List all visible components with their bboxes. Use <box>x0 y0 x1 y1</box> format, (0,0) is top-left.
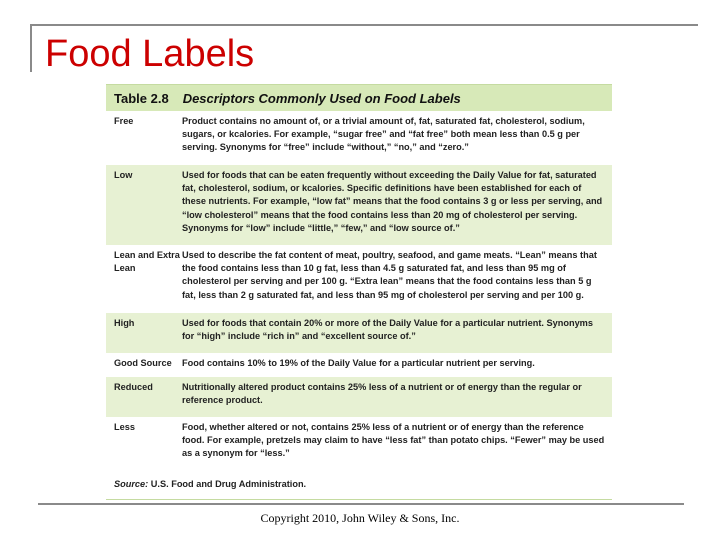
row-term: Lean and Extra Lean <box>114 250 180 274</box>
copyright-notice: Copyright 2010, John Wiley & Sons, Inc. <box>260 511 460 525</box>
table-number: Table 2.8 <box>114 90 169 106</box>
row-description: Nutritionally altered product contains 25% less of a nutrient or of energy than the regular or reference product. <box>182 382 582 406</box>
table-row <box>106 111 612 165</box>
source-label: Source: <box>114 479 149 489</box>
table-row <box>106 353 612 377</box>
descriptor-table <box>106 84 612 500</box>
top-rule <box>30 24 698 26</box>
table-body <box>106 111 612 471</box>
row-description: Food, whether altered or not, contains 25% less of a nutrient or of energy than the reference food. For example, pretzels may claim to have “less fat” than potato chips. “Fewer” may be used as a synonym for “less.” <box>182 422 605 459</box>
row-description: Used to describe the fat content of meat, poultry, seafood, and game meats. “Lean” means that the food contains less than 10 g fat, less than 4.5 g saturated fat, and less than 95 mg of cholesterol per serving and per 100 g. “Extra lean” means that the food contains less than 5 g fat, less than 2 g saturated fat, and less than 95 mg of cholesterol per serving and per 100 g. <box>182 250 597 300</box>
row-term: High <box>114 318 135 328</box>
table-row <box>106 377 612 417</box>
table-source <box>106 471 612 489</box>
table-row <box>106 417 612 471</box>
row-description: Used for foods that contain 20% or more of the Daily Value for a particular nutrient. Synonyms for “high” include “rich in” and “excellent source of.” <box>182 318 593 342</box>
bottom-rule <box>38 503 684 505</box>
row-term: Low <box>114 170 133 180</box>
table-title: Descriptors Commonly Used on Food Labels <box>182 90 461 106</box>
source-text: U.S. Food and Drug Administration. <box>150 479 307 489</box>
table-caption <box>106 85 612 111</box>
row-description: Food contains 10% to 19% of the Daily Value for a particular nutrient per serving. <box>182 358 535 368</box>
table-row <box>106 245 612 313</box>
table-row <box>106 313 612 353</box>
row-term: Reduced <box>114 382 153 392</box>
row-term: Less <box>114 422 135 432</box>
slide-title: Food Labels <box>45 33 255 75</box>
row-term: Good Source <box>114 358 172 368</box>
left-rule <box>30 24 32 72</box>
row-term: Free <box>114 116 134 126</box>
row-description: Product contains no amount of, or a trivial amount of, fat, saturated fat, cholesterol, sodium, sugars, or kcalories. For example, “sugar free” and “fat free” both mean less than 0.5 g per serving. Synonyms for “free” include “without,” “no,” and “zero.” <box>182 116 585 153</box>
row-description: Used for foods that can be eaten frequently without exceeding the Daily Value for fat, saturated fat, cholesterol, sodium, or kcalories. Specific definitions have been established for each of these nutrients. For example, “low fat” means that the food contains 3 g or less per serving, and “low cholesterol” means that the food contains less than 20 mg of cholesterol per serving. Synonyms for “low” include “little,” “few,” and “low source of.” <box>182 170 603 233</box>
table-row <box>106 165 612 245</box>
